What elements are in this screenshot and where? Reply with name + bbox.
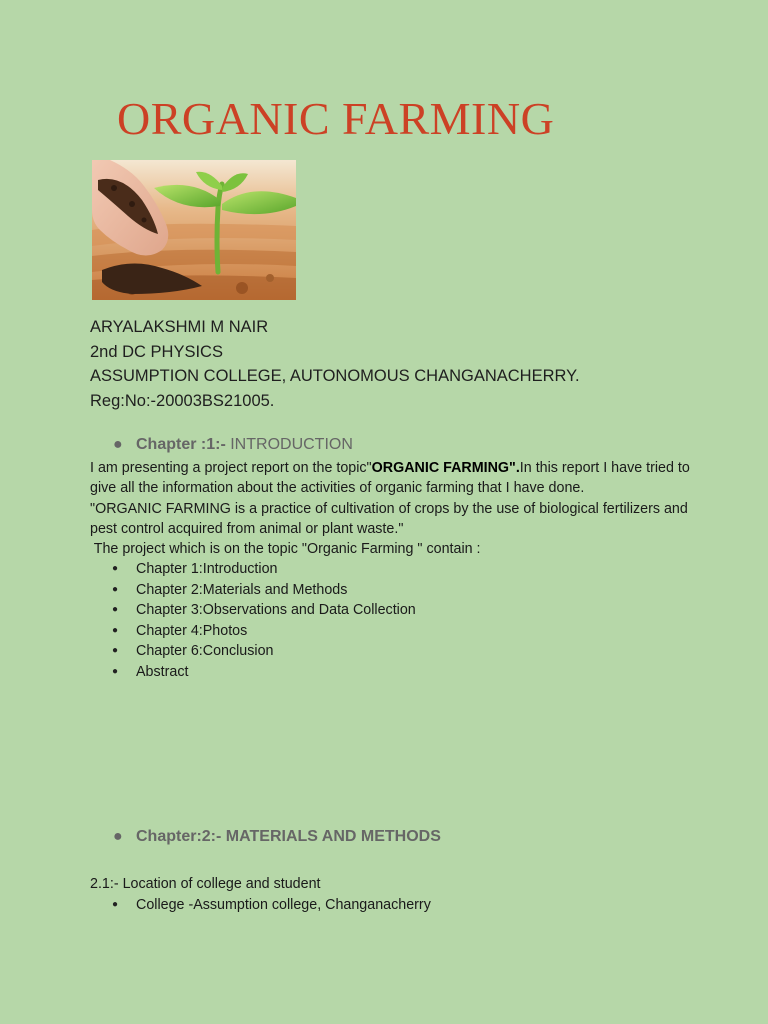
list-item: ● Abstract	[90, 662, 690, 682]
document-title: ORGANIC FARMING	[117, 93, 555, 144]
contents-list	[90, 559, 690, 681]
chapter-2-title: MATERIALS AND METHODS	[225, 828, 441, 845]
author-name: ARYALAKSHMI M NAIR	[90, 318, 269, 336]
definition-paragraph: "ORGANIC FARMING is a practice of cultivation of crops by the use of biological fertilizers and pest control acquired from animal or plant waste."	[90, 500, 688, 537]
author-reg: Reg:No:-20003BS21005.	[90, 391, 275, 410]
chapter-2-heading	[113, 828, 441, 846]
list-item: ● Chapter 6:Conclusion	[90, 641, 690, 661]
author-class: 2nd DC PHYSICS	[90, 342, 223, 361]
intro-before: I am presenting a project report on the topic"	[90, 460, 372, 476]
list-item: ● Chapter 3:Observations and Data Collection	[90, 600, 690, 620]
author-block	[90, 315, 580, 413]
chapter-2-label: Chapter:2:-	[136, 828, 222, 845]
chapter-1-label: Chapter :1:-	[136, 436, 226, 453]
seedling-soil-image	[92, 160, 296, 300]
list-item: ● Chapter 2:Materials and Methods	[90, 580, 690, 600]
section-2-1-heading: 2.1:- Location of college and student	[90, 876, 321, 892]
bullet-icon: ●	[113, 436, 123, 453]
contents-intro: The project which is on the topic "Organic Farming " contain :	[90, 541, 481, 558]
section-2-1-list	[90, 895, 690, 915]
chapter-1-body	[90, 458, 690, 682]
intro-after: In this report I have tried to give all the information about the activities of organic farming that I have done.	[90, 460, 690, 497]
chapter-1-title: INTRODUCTION	[230, 436, 353, 453]
list-item: ● College -Assumption college, Changanacherry	[90, 895, 690, 915]
intro-bold: ORGANIC FARMING".	[371, 460, 520, 476]
bullet-icon: ●	[113, 828, 123, 845]
list-item: ● Chapter 4:Photos	[90, 621, 690, 641]
author-college: ASSUMPTION COLLEGE, AUTONOMOUS CHANGANACHERRY.	[90, 367, 580, 385]
list-item: ● Chapter 1:Introduction	[90, 559, 690, 579]
section-2-1	[90, 874, 690, 915]
chapter-1-heading	[113, 436, 353, 454]
intro-paragraph	[90, 458, 690, 499]
